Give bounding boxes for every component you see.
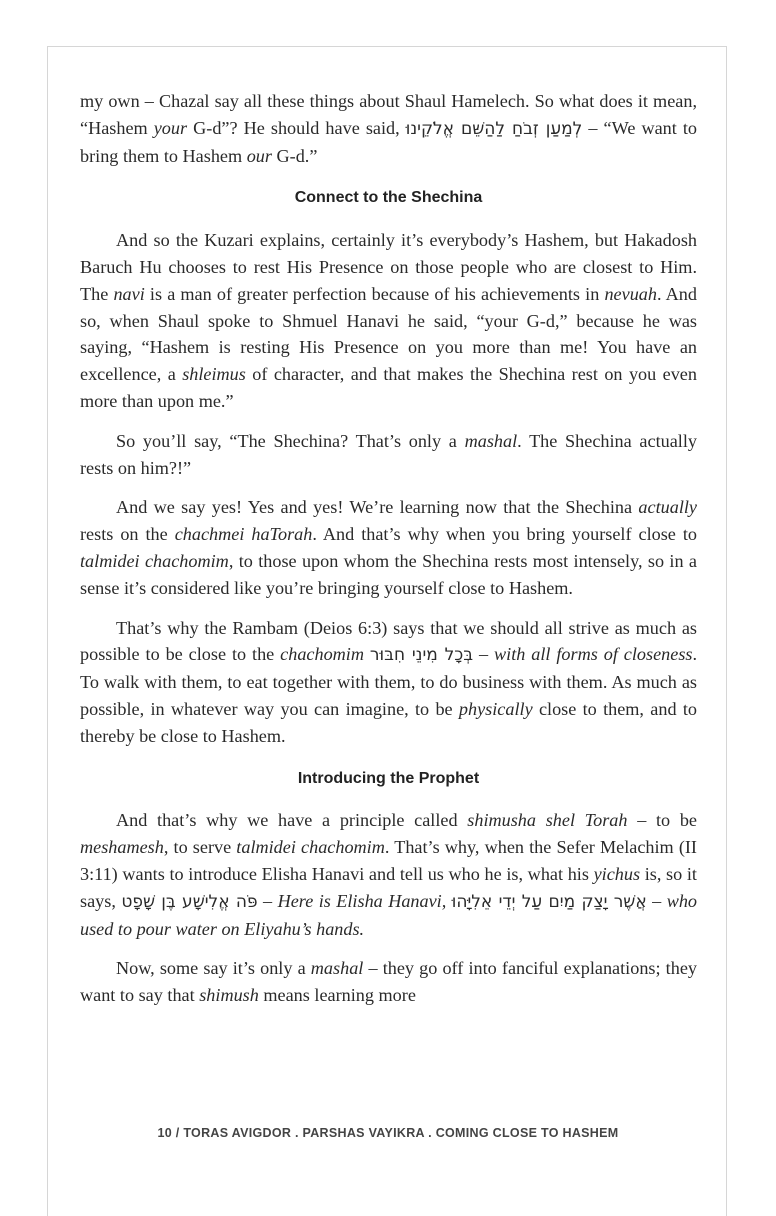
italic-term: chachmei haTorah	[174, 524, 313, 545]
paragraph	[80, 494, 697, 601]
text-run: Now, some say it’s only a	[116, 958, 311, 979]
text-run: rests on the	[80, 524, 175, 545]
italic-term: Here is Elisha Hanavi,	[277, 890, 452, 911]
italic-term: talmidei chachomim	[80, 550, 229, 571]
italic-term: yichus	[593, 863, 641, 884]
italic-term: with all forms of closeness	[494, 644, 693, 665]
italic-term: chachomim	[280, 644, 364, 665]
paragraph	[80, 955, 697, 1009]
text-run: my own – Chazal say all these things about Shaul Hamelech. So what does it mean, “Hashem	[80, 91, 697, 138]
hebrew-quote: לְמַעַן זְבֹחַ לַהַשֵּׁם אֱלֹקֵינוּ	[405, 118, 583, 139]
text-run: . And so, when Shaul spoke to Shmuel Hanavi he said, “your G-d,” because he was saying, “Hashem is resting His Presence on you more than me! You have an excellence, a	[80, 283, 697, 385]
italic-term: our	[246, 145, 272, 166]
hebrew-quote: פֹּה אֱלִישָׁע בֶּן שָׁפָט	[121, 891, 258, 912]
italic-term: mashal	[310, 958, 364, 979]
text-run: , to serve	[163, 837, 237, 858]
text-run: –	[473, 644, 495, 665]
italic-term: nevuah	[604, 283, 657, 304]
hebrew-quote: אֲשֶׁר יָצַק מַיִם עַל יְדֵי אֵלִיָּהוּ	[451, 891, 647, 912]
text-run: – “We want to bring them to Hashem	[80, 117, 698, 166]
text-run: G-d”? He should have said,	[187, 117, 406, 138]
text-run: G-d.”	[271, 145, 318, 166]
text-run: close to them, and to thereby be close to Hashem.	[80, 698, 697, 746]
text-run: . To walk with them, to eat together with them, to do business with them. As much as possible, in whatever way you can imagine, to be	[80, 644, 698, 719]
italic-term: who used to pour water on Eliyahu’s hands.	[80, 890, 698, 939]
text-run: . That’s why, when the Sefer Melachim (II 3:11) wants to introduce Elisha Hanavi and tell us who he is, what his	[80, 837, 697, 884]
paragraph	[80, 428, 697, 482]
text-run: – to be	[627, 810, 697, 831]
text-run: is, so it says,	[80, 863, 697, 911]
italic-term: shleimus	[182, 364, 246, 385]
paragraph	[80, 807, 697, 942]
text-run: . And that’s why when you bring yourself close to	[312, 524, 697, 545]
paragraph	[80, 227, 697, 415]
italic-term: shimusha shel Torah	[467, 810, 628, 831]
page-body	[80, 88, 697, 1022]
italic-term: navi	[113, 283, 145, 304]
italic-term: your	[153, 117, 188, 138]
text-run: And we say yes! Yes and yes! We’re learning now that the Shechina	[116, 497, 639, 518]
text-run: –	[257, 890, 278, 911]
italic-term: meshamesh	[80, 837, 164, 858]
italic-term: physically	[458, 698, 533, 719]
text-run: . The Shechina actually rests on him?!”	[80, 430, 698, 478]
text-run: And so the Kuzari explains, certainly it’s everybody’s Hashem, but Hakadosh Baruch Hu chooses to rest His Presence on those people who are closest to Him. The	[80, 230, 697, 304]
section-heading: Introducing the Prophet	[297, 769, 480, 787]
text-run: So you’ll say, “The Shechina? That’s only a	[116, 430, 465, 451]
italic-term: mashal	[464, 430, 518, 451]
text-run: is a man of greater perfection because of his achievements in	[144, 283, 605, 304]
italic-term: actually	[638, 497, 697, 518]
paragraph	[80, 615, 697, 750]
text-run: And that’s why we have a principle called	[116, 810, 468, 831]
text-run: of character, and that makes the Shechina rest on you even more than upon me.”	[80, 364, 697, 411]
text-run: – they go off into fanciful explanations; they want to say that	[80, 958, 697, 1006]
text-run: –	[646, 890, 667, 911]
italic-term: shimush	[199, 985, 259, 1006]
text-run: , to those upon whom the Shechina rests most intensely, so in a sense it’s considered like you’re bringing yourself close to Hashem.	[80, 550, 697, 598]
page-footer: 10 / TORAS AVIGDOR . PARSHAS VAYIKRA . COMING CLOSE TO HASHEM	[157, 1126, 619, 1140]
hebrew-quote: בְּכָל מִינֵי חִבּוּר	[369, 645, 474, 666]
text-run: That’s why the Rambam (Deios 6:3) says that we should all strive as much as possible to be close to the	[80, 617, 697, 665]
text-run: means learning more	[258, 985, 416, 1006]
paragraph	[80, 88, 697, 169]
section-heading: Connect to the Shechina	[294, 189, 483, 207]
italic-term: talmidei chachomim	[236, 837, 385, 858]
